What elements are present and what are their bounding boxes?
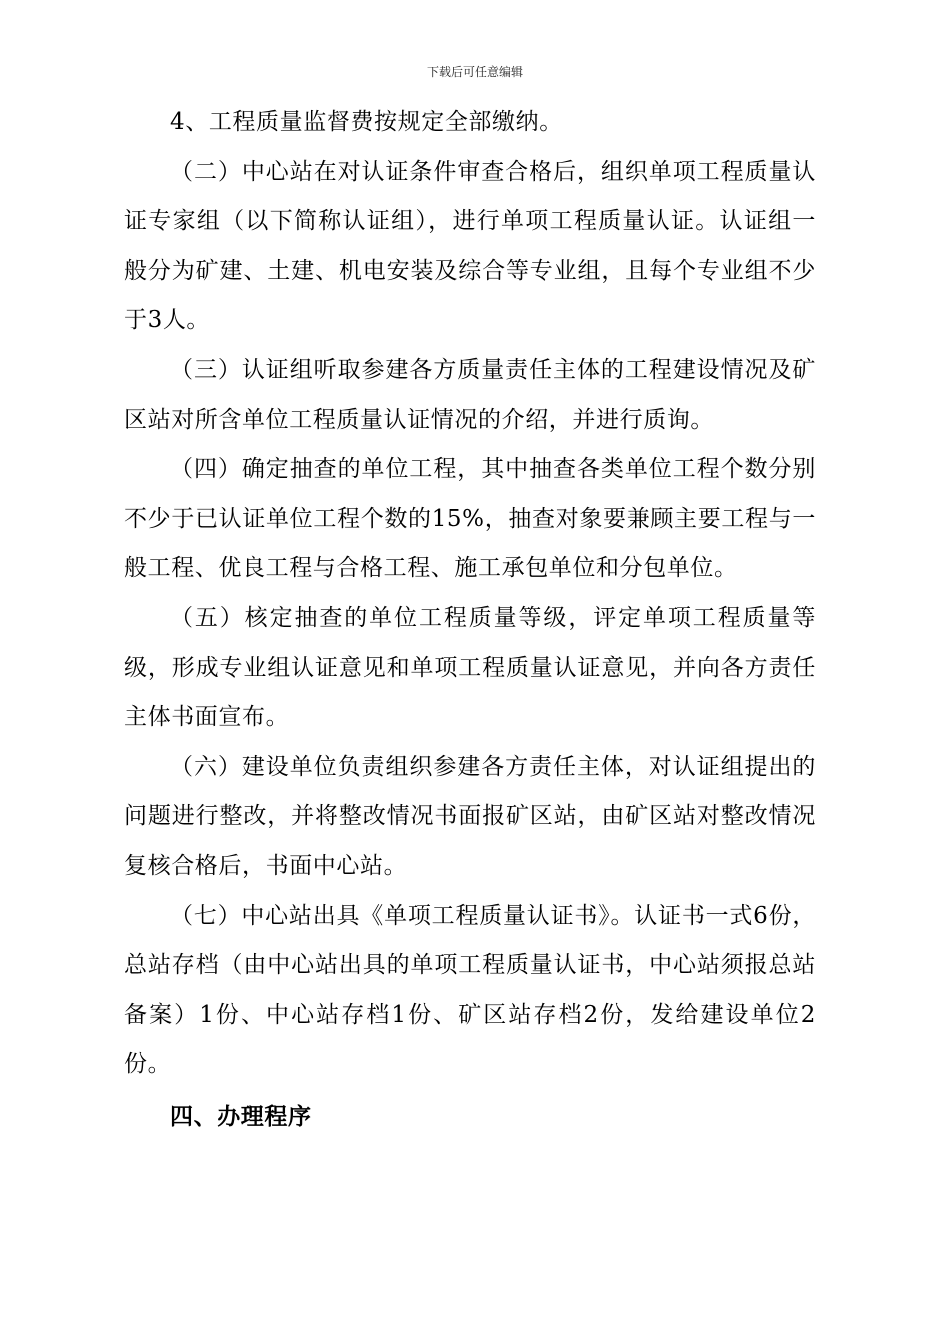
paragraph-5: （五）核定抽查的单位工程质量等级，评定单项工程质量等级，形成专业组认证意见和单项工程质量认证意见，并向各方责任主体书面宣布。 xyxy=(124,604,816,731)
paragraph-6: （六）建设单位负责组织参建各方责任主体，对认证组提出的问题进行整改，并将整改情况书面报矿区站，由矿区站对整改情况复核合格后，书面中心站。 xyxy=(124,753,816,879)
document-body xyxy=(124,98,816,1141)
paragraph-4: （四）确定抽查的单位工程，其中抽查各类单位工程个数分别不少于已认证单位工程个数的15%，抽查对象要兼顾主要工程与一般工程、优良工程与合格工程、施工承包单位和分包单位。 xyxy=(124,456,816,582)
section-heading: 四、办理程序 xyxy=(170,1102,312,1130)
paragraph-3: （三）认证组听取参建各方质量责任主体的工程建设情况及矿区站对所含单位工程质量认证情况的介绍，并进行质询。 xyxy=(124,356,816,433)
paragraph-2: （二）中心站在对认证条件审查合格后，组织单项工程质量认证专家组（以下简称认证组），进行单项工程质量认证。认证组一般分为矿建、土建、机电安装及综合等专业组，且每个专业组不少于3人。 xyxy=(124,158,816,334)
page-header: 下载后可任意编辑 xyxy=(426,65,523,79)
paragraph-7: （七）中心站出具《单项工程质量认证书》。认证书一式6份，总站存档（由中心站出具的单项工程质量认证书，中心站须报总站备案）1份、中心站存档1份、矿区站存档2份，发给建设单位2份。 xyxy=(124,902,816,1078)
paragraph-fee: 4、工程质量监督费按规定全部缴纳。 xyxy=(170,109,563,135)
